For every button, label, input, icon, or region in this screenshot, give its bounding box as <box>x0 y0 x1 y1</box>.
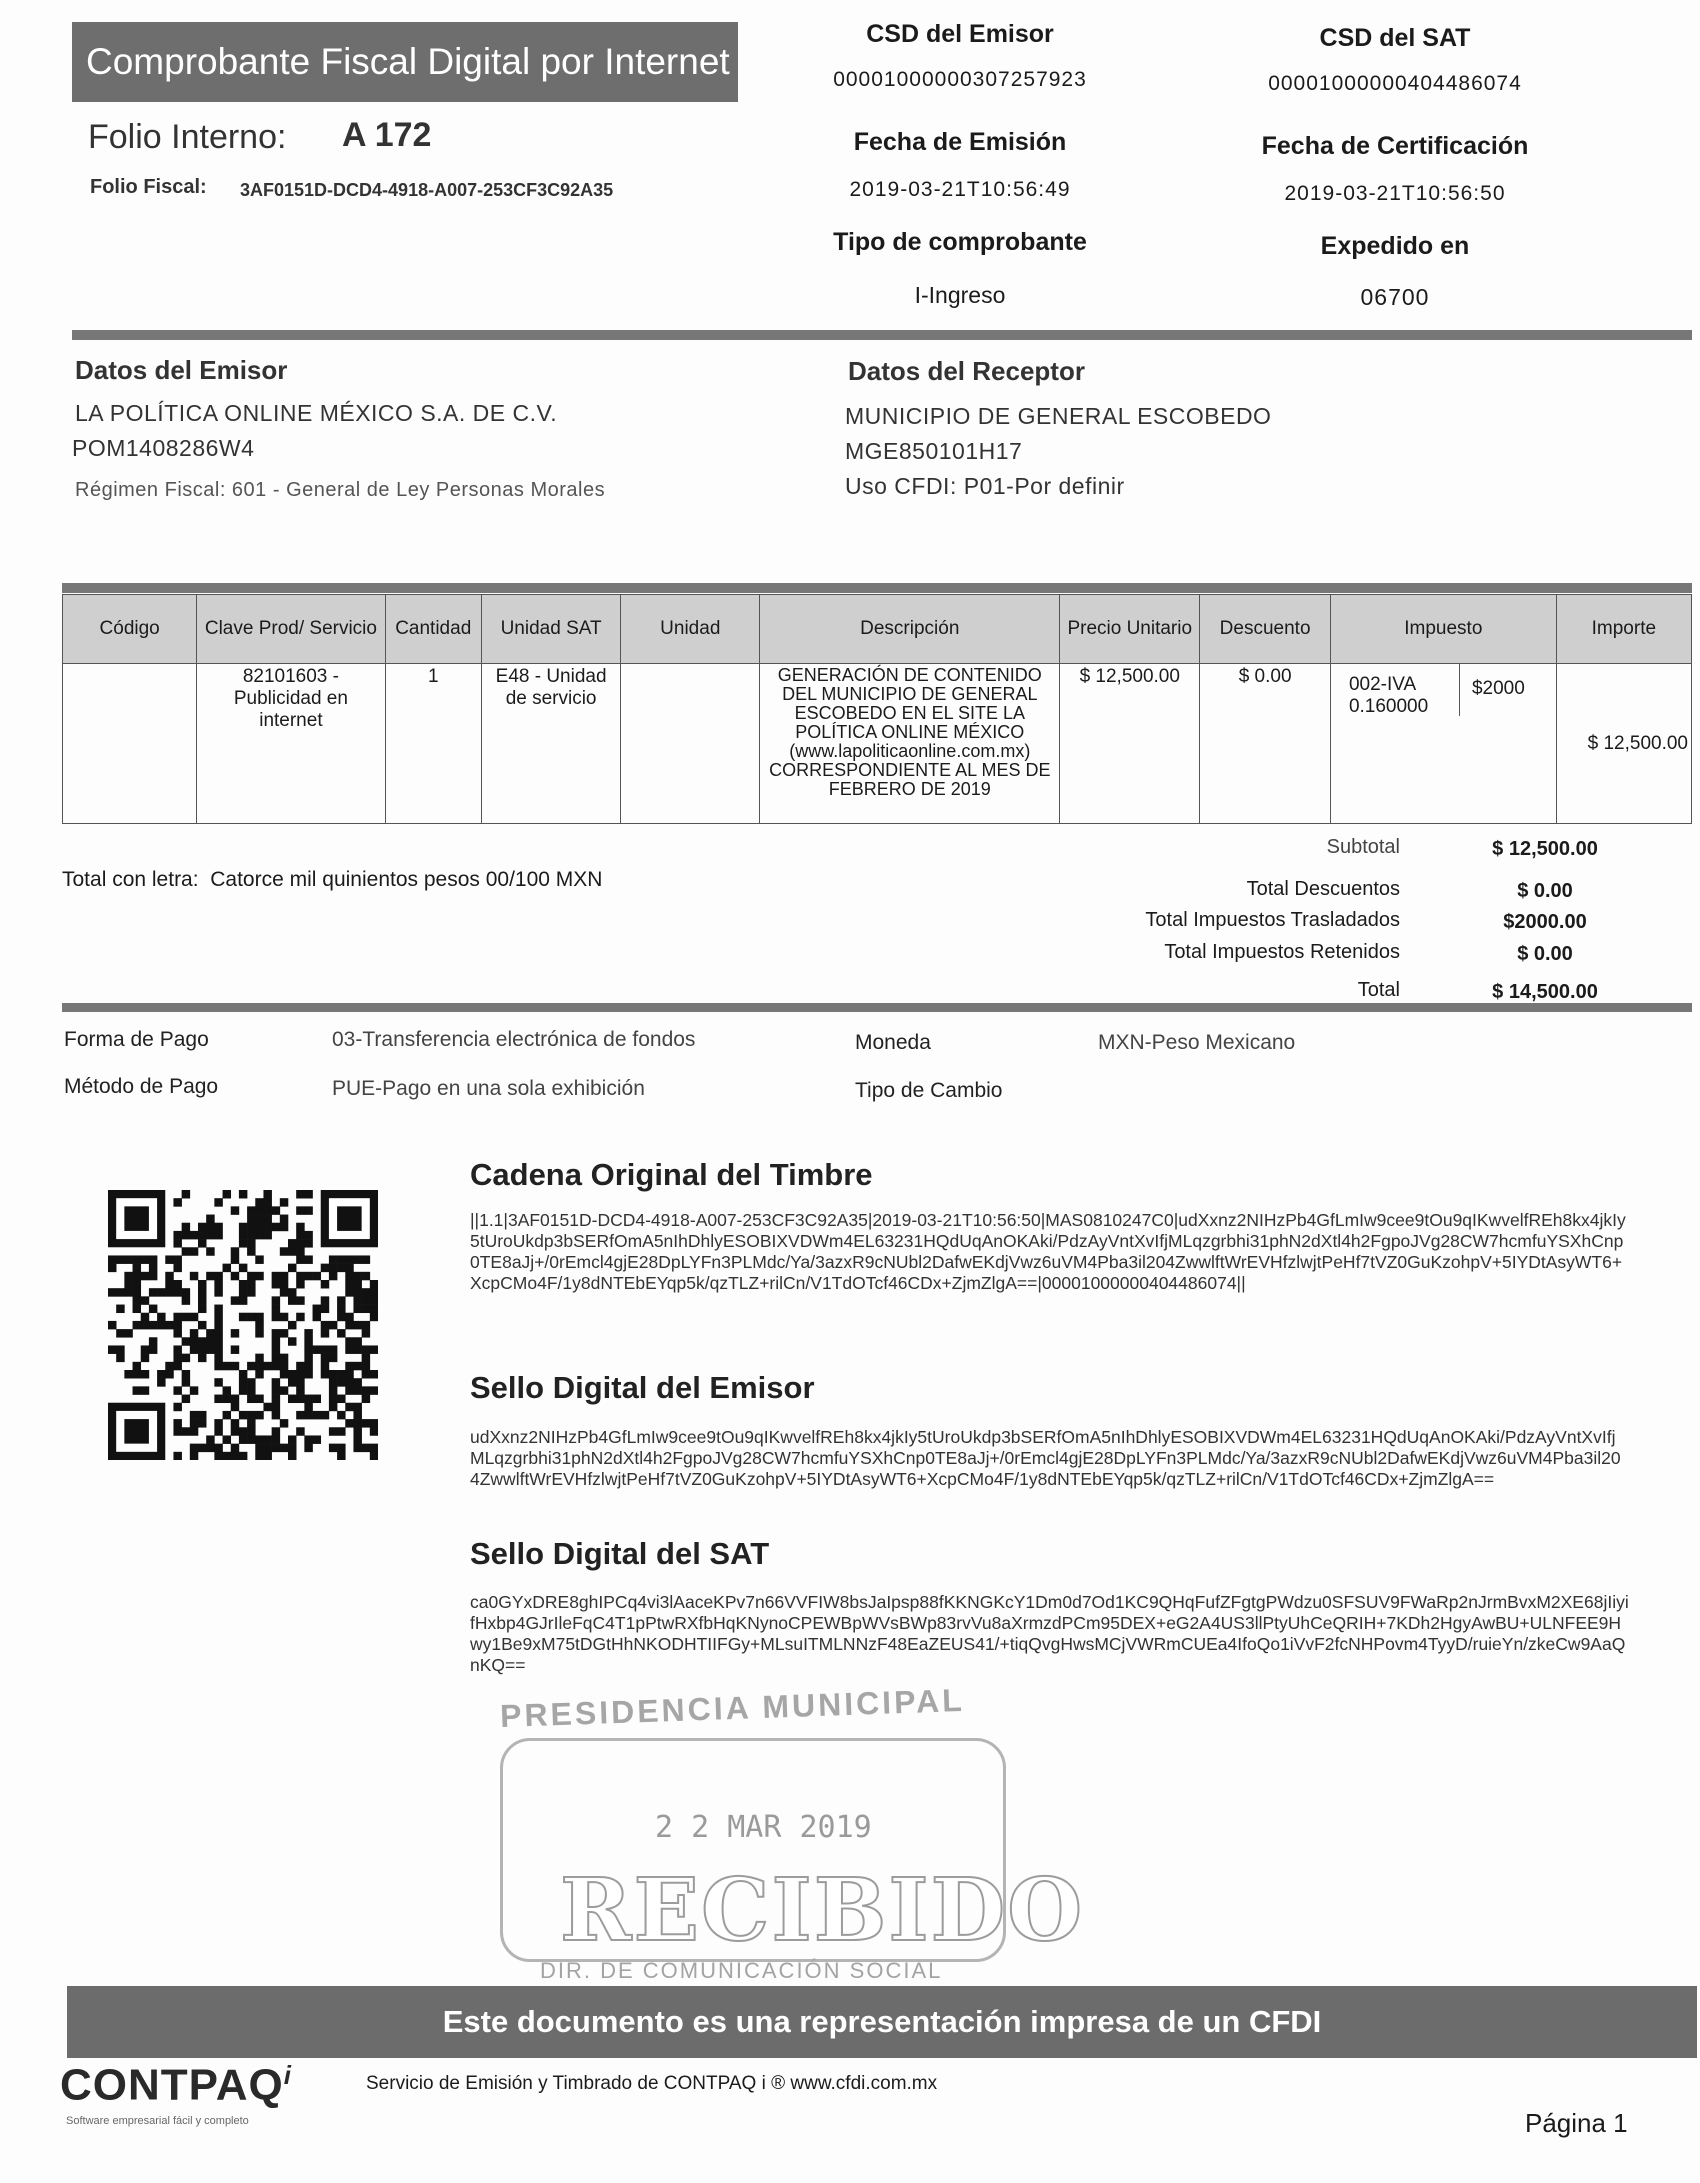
folio-interno-label: Folio Interno: <box>88 118 287 156</box>
impuesto-monto: $2000 <box>1459 664 1556 716</box>
folio-fiscal-label: Folio Fiscal: <box>90 176 207 198</box>
receptor-rfc: MGE850101H17 <box>845 438 1023 464</box>
items-table <box>62 594 1692 824</box>
tipo-value: I-Ingreso <box>914 282 1006 308</box>
qr-code-icon <box>108 1190 378 1460</box>
col-unidad: Unidad <box>621 595 760 664</box>
forma-pago-label: Forma de Pago <box>64 1028 209 1051</box>
total-letra <box>62 868 602 892</box>
footer-banner: Este documento es una representación impresa de un CFDI <box>67 1986 1697 2058</box>
fecha-emision-value: 2019-03-21T10:56:49 <box>849 178 1071 201</box>
emisor-regimen: Régimen Fiscal: 601 - General de Ley Personas Morales <box>75 479 606 501</box>
stamp-line1: PRESIDENCIA MUNICIPAL <box>499 1681 966 1735</box>
tipo-cambio-label: Tipo de Cambio <box>855 1079 1003 1102</box>
cell-descuento: $ 0.00 <box>1200 664 1331 824</box>
trasladados-label: Total Impuestos Trasladados <box>1145 909 1400 931</box>
csd-emisor-value: 00001000000307257923 <box>833 68 1087 91</box>
logo-i: i <box>283 2060 292 2090</box>
document-title: Comprobante Fiscal Digital por Internet <box>72 22 738 102</box>
trasladados-value: $2000.00 <box>1503 911 1587 933</box>
footer-service: Servicio de Emisión y Timbrado de CONTPAQ i ® www.cfdi.com.mx <box>366 2073 938 2094</box>
fecha-emision-label: Fecha de Emisión <box>853 128 1067 156</box>
cell-descripcion: GENERACIÓN DE CONTENIDO DEL MUNICIPIO DE GENERAL ESCOBEDO EN EL SITE LA POLÍTICA ONLINE MÉXICO (www.lapoliticaonline.com.mx) CORRESPONDIENTE AL MES DE FEBRERO DE 2019 <box>760 664 1060 824</box>
folio-fiscal-value: 3AF0151D-DCD4-4918-A007-253CF3C92A35 <box>240 180 614 200</box>
folio-interno-value: A 172 <box>342 116 432 154</box>
emisor-section-title: Datos del Emisor <box>75 355 288 385</box>
parties-divider <box>62 583 1692 593</box>
total-letra-label: Total con letra: <box>62 868 199 891</box>
metodo-pago-value: PUE-Pago en una sola exhibición <box>332 1077 645 1100</box>
csd-sat-label: CSD del SAT <box>1319 24 1471 52</box>
metodo-pago-label: Método de Pago <box>64 1075 219 1098</box>
cell-impuesto <box>1330 664 1556 824</box>
col-codigo: Código <box>63 595 197 664</box>
descuentos-value: $ 0.00 <box>1517 880 1573 902</box>
header-divider <box>72 330 1692 340</box>
col-precio: Precio Unitario <box>1060 595 1200 664</box>
table-row <box>63 664 1692 824</box>
cell-codigo <box>63 664 197 824</box>
logo-text: CONTPAQ <box>60 2060 284 2110</box>
stamp-bottom: DIR. DE COMUNICACIÓN SOCIAL <box>540 1958 943 1983</box>
sello-emisor-text: udXxnz2NIHzPb4GfLmIw9cee9tOu9qIKwvelfREh8kx4jkIy5tUroUkdp3bSERfOmA5nIhDhlyESOBIXVDWm4EL63231HQdUqAnOKAki/PdzAyVntXvIfjMLqzgrbhi31phN2dXtl4h2FgpoJVg28CW7hcmfuYSXhCnp0TE8aJj+/0rEmcl4gjE28DpLYFn3PLMdc/Ya/3azxR9cNUbl2DafwEKdjVwz6uVM4Pba3il204ZwwlftWrEVHfzlwjtPeHf7tVZ0GuKzohpV+5IYDtAsyWT6+XcpCMo4F/1y8dNTEbEYqp5k/qzTLZ+rilCn/V1TdOTcf46CDx+ZjmZlgA== <box>470 1427 1621 1489</box>
retenidos-value: $ 0.00 <box>1517 943 1573 965</box>
csd-emisor-label: CSD del Emisor <box>866 20 1054 48</box>
cell-cantidad: 1 <box>385 664 481 824</box>
logo-tagline: Software empresarial fácil y completo <box>66 2115 249 2127</box>
contpaq-logo <box>60 2060 292 2111</box>
tipo-label: Tipo de comprobante <box>833 228 1087 256</box>
subtotal-value: $ 12,500.00 <box>1492 838 1598 860</box>
cadena-title: Cadena Original del Timbre <box>470 1157 873 1192</box>
cell-importe: $ 12,500.00 <box>1556 664 1691 824</box>
totals-divider <box>62 1003 1692 1012</box>
total-value: $ 14,500.00 <box>1492 981 1598 1003</box>
subtotal-label: Subtotal <box>1326 836 1400 858</box>
stamp-recibido: RECIBIDO <box>560 1860 1085 1961</box>
received-stamp <box>499 1681 1085 1990</box>
moneda-label: Moneda <box>855 1031 931 1054</box>
col-impuesto: Impuesto <box>1330 595 1556 664</box>
sello-emisor-title: Sello Digital del Emisor <box>470 1370 815 1405</box>
expedido-label: Expedido en <box>1320 232 1470 260</box>
col-unidad-sat: Unidad SAT <box>481 595 620 664</box>
csd-sat-value: 00001000000404486074 <box>1268 72 1522 95</box>
retenidos-label: Total Impuestos Retenidos <box>1164 941 1400 963</box>
table-header-row <box>63 595 1692 664</box>
page-number: Página 1 <box>1525 2108 1628 2138</box>
forma-pago-value: 03-Transferencia electrónica de fondos <box>332 1028 696 1051</box>
emisor-name: LA POLÍTICA ONLINE MÉXICO S.A. DE C.V. <box>75 400 558 426</box>
fecha-cert-value: 2019-03-21T10:56:50 <box>1284 182 1506 205</box>
receptor-uso: Uso CFDI: P01-Por definir <box>845 473 1125 499</box>
receptor-section-title: Datos del Receptor <box>848 356 1085 386</box>
impuesto-tipo: 002-IVA 0.160000 <box>1348 674 1429 717</box>
col-cantidad: Cantidad <box>385 595 481 664</box>
receptor-name: MUNICIPIO DE GENERAL ESCOBEDO <box>845 403 1272 429</box>
cell-unidad <box>621 664 760 824</box>
cell-unidad-sat: E48 - Unidad de servicio <box>481 664 620 824</box>
expedido-value: 06700 <box>1360 284 1430 310</box>
sello-sat-title: Sello Digital del SAT <box>470 1536 770 1571</box>
col-clave: Clave Prod/ Servicio <box>197 595 385 664</box>
sello-sat-text: ca0GYxDRE8ghIPCq4vi3lAaceKPv7n66VVFIW8bsJaIpsp88fKKNGKcY1Dm0d7Od1KC9QHqFufZFgtgPWdzu0SFSUV9FWaRp2nJrmBvxM2XE68jIiyifHxbp4GJrIleFqC4T1pPtwRXfbHqKNynoCPEWBpWVsBWp83rvVu8aXrmzdPCm95DEX+eG2A4US3llPtyUhCeQRIH+7KDh2HgyAwBU+ULNFEE9Hwy1Be9xM75tDGtHhNKODHTIIFGy+MLsuITMLNNzF48EaZEUS41/+tiqQvgHwsMCjVWRmCUEa4IfoQo1iVvF2fcNHPovm4TyyD/ruieYn/zkeCw9AaQnKQ== <box>470 1592 1629 1675</box>
stamp-date: 2 2 MAR 2019 <box>655 1810 872 1845</box>
col-importe: Importe <box>1556 595 1691 664</box>
col-descuento: Descuento <box>1200 595 1331 664</box>
col-descripcion: Descripción <box>760 595 1060 664</box>
cell-clave: 82101603 - Publicidad en internet <box>197 664 385 824</box>
cadena-text: ||1.1|3AF0151D-DCD4-4918-A007-253CF3C92A35|2019-03-21T10:56:50|MAS0810247C0|udXxnz2NIHzPb4GfLmIw9cee9tOu9qIKwvelfREh8kx4jkIy5tUroUkdp3bSERfOmA5nIhDhlyESOBIXVDWm4EL63231HQdUqAnOKAki/PdzAyVntXvIfjMLqzgrbhi31phN2dXtl4h2FgpoJVg28CW7hcmfuYSXhCnp0TE8aJj+/0rEmcl4gjE28DpLYFn3PLMdc/Ya/3azxR9cNUbl2DafwEKdjVwz6uVM4Pba3il204ZwwlftWrEVHfzlwjtPeHf7tVZ0GuKzohpV+5IYDtAsyWT6+XcpCMo4F/1y8dNTEbEYqp5k/qzTLZ+rilCn/V1TdOTcf46CDx+ZjmZlgA==|00001000000404486074|| <box>470 1210 1626 1293</box>
total-letra-value: Catorce mil quinientos pesos 00/100 MXN <box>210 868 603 891</box>
cell-precio: $ 12,500.00 <box>1060 664 1200 824</box>
moneda-value: MXN-Peso Mexicano <box>1098 1031 1296 1054</box>
emisor-rfc: POM1408286W4 <box>72 435 255 461</box>
total-label: Total <box>1357 979 1400 1001</box>
fecha-cert-label: Fecha de Certificación <box>1261 132 1529 160</box>
descuentos-label: Total Descuentos <box>1246 878 1400 900</box>
